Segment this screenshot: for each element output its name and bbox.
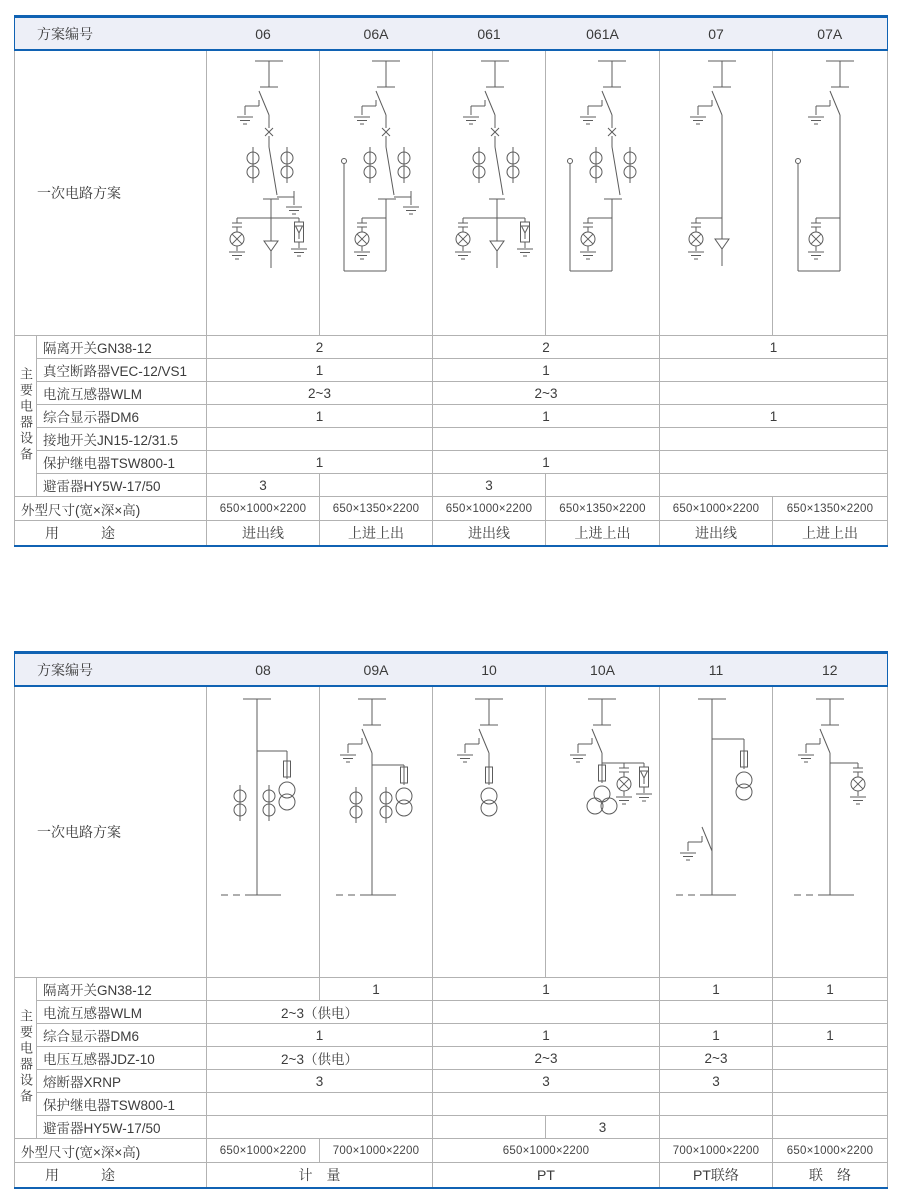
usage-value: 计 量 [207, 1163, 433, 1189]
usage-value: PT [433, 1163, 660, 1189]
circuit-diagram-08 [207, 687, 320, 977]
equipment-value: 1 [660, 336, 888, 359]
dimension-value: 650×1000×2200 [207, 1139, 320, 1163]
circuit-cell-10 [433, 686, 546, 978]
scheme-number: 06A [320, 17, 433, 51]
equipment-value: 2 [207, 336, 433, 359]
equipment-value [433, 428, 660, 451]
equipment-value [660, 451, 888, 474]
dimension-value: 650×1000×2200 [433, 497, 546, 521]
usage-value: 进出线 [207, 521, 320, 547]
scheme-number: 10A [546, 653, 660, 687]
table-row [15, 1116, 888, 1139]
equipment-value [207, 1116, 433, 1139]
equipment-value [207, 978, 320, 1001]
table-row [15, 474, 888, 497]
equipment-value: 3 [433, 1070, 660, 1093]
table-row [15, 653, 888, 687]
table-row [15, 521, 888, 547]
usage-value: 进出线 [660, 521, 773, 547]
table-row [15, 50, 888, 336]
circuit-cell-06 [207, 50, 320, 336]
scheme-number: 09A [320, 653, 433, 687]
table-row [15, 336, 888, 359]
dimension-value: 650×1350×2200 [773, 497, 888, 521]
equipment-value [773, 1047, 888, 1070]
equipment-label: 避雷器HY5W-17/50 [37, 1116, 207, 1139]
equipment-label: 保护继电器TSW800-1 [37, 1093, 207, 1116]
scheme-number: 10 [433, 653, 546, 687]
circuit-diagram-09A [320, 687, 433, 977]
equipment-value: 2~3 [433, 382, 660, 405]
equipment-label: 避雷器HY5W-17/50 [37, 474, 207, 497]
table-row [15, 497, 888, 521]
table-row [15, 686, 888, 978]
equipment-label: 保护继电器TSW800-1 [37, 451, 207, 474]
primary-circuit-label: 一次电路方案 [15, 686, 207, 978]
equipment-value: 3 [546, 1116, 660, 1139]
scheme-number: 07A [773, 17, 888, 51]
table-row [15, 359, 888, 382]
table-row [15, 1093, 888, 1116]
circuit-cell-12 [773, 686, 888, 978]
equipment-value [320, 474, 433, 497]
equipment-value [660, 382, 888, 405]
usage-value: 上进上出 [773, 521, 888, 547]
circuit-cell-07 [660, 50, 773, 336]
usage-value: 进出线 [433, 521, 546, 547]
table-row [15, 1139, 888, 1163]
usage-value: PT联络 [660, 1163, 773, 1189]
primary-circuit-label: 一次电路方案 [15, 50, 207, 336]
equipment-value: 1 [660, 405, 888, 428]
scheme-number: 061 [433, 17, 546, 51]
equipment-label: 真空断路器VEC-12/VS1 [37, 359, 207, 382]
equipment-value [660, 359, 888, 382]
circuit-cell-06A [320, 50, 433, 336]
equipment-label: 接地开关JN15-12/31.5 [37, 428, 207, 451]
circuit-cell-061 [433, 50, 546, 336]
equipment-value [773, 1001, 888, 1024]
equipment-value: 3 [660, 1070, 773, 1093]
equipment-label: 隔离开关GN38-12 [37, 978, 207, 1001]
equipment-value: 1 [433, 359, 660, 382]
equipment-group-label-text: 主要电器设备 [18, 1008, 33, 1105]
equipment-value: 1 [433, 405, 660, 428]
equipment-value [773, 1116, 888, 1139]
circuit-cell-10A [546, 686, 660, 978]
table-row [15, 1001, 888, 1024]
dimensions-label: 外型尺寸(宽×深×高) [15, 497, 207, 521]
equipment-label: 电流互感器WLM [37, 1001, 207, 1024]
equipment-label: 综合显示器DM6 [37, 405, 207, 428]
equipment-value: 3 [207, 1070, 433, 1093]
circuit-cell-09A [320, 686, 433, 978]
equipment-value: 1 [660, 978, 773, 1001]
equipment-value: 2~3 [433, 1047, 660, 1070]
dimension-value: 650×1000×2200 [433, 1139, 660, 1163]
scheme-number: 11 [660, 653, 773, 687]
equipment-value: 1 [773, 978, 888, 1001]
table-row [15, 451, 888, 474]
equipment-label: 电压互感器JDZ-10 [37, 1047, 207, 1070]
equipment-group-label [15, 978, 37, 1139]
equipment-value [660, 1093, 773, 1116]
equipment-value: 3 [207, 474, 320, 497]
table-row [15, 1163, 888, 1189]
circuit-cell-11 [660, 686, 773, 978]
equipment-value: 1 [660, 1024, 773, 1047]
circuit-diagram-10 [433, 687, 546, 977]
equipment-value: 1 [207, 359, 433, 382]
dimension-value: 700×1000×2200 [660, 1139, 773, 1163]
circuit-diagram-07 [660, 51, 773, 335]
equipment-label: 熔断器XRNP [37, 1070, 207, 1093]
circuit-diagram-061A [546, 51, 659, 335]
equipment-value: 1 [773, 1024, 888, 1047]
equipment-value [546, 474, 660, 497]
dimension-value: 700×1000×2200 [320, 1139, 433, 1163]
table-row [15, 428, 888, 451]
equipment-value [207, 1093, 433, 1116]
circuit-cell-07A [773, 50, 888, 336]
equipment-value: 1 [433, 1024, 660, 1047]
equipment-value: 1 [207, 451, 433, 474]
equipment-value: 1 [320, 978, 433, 1001]
table-row [15, 1047, 888, 1070]
equipment-value: 3 [433, 474, 546, 497]
scheme-number: 12 [773, 653, 888, 687]
circuit-cell-061A [546, 50, 660, 336]
equipment-value: 2 [433, 336, 660, 359]
equipment-label: 电流互感器WLM [37, 382, 207, 405]
equipment-value: 2~3 [207, 382, 433, 405]
usage-value: 上进上出 [546, 521, 660, 547]
table-row [15, 1024, 888, 1047]
dimension-value: 650×1000×2200 [207, 497, 320, 521]
equipment-value [433, 1116, 546, 1139]
circuit-diagram-10A [546, 687, 659, 977]
circuit-diagram-07A [774, 51, 887, 335]
dimension-value: 650×1000×2200 [773, 1139, 888, 1163]
scheme-number: 08 [207, 653, 320, 687]
equipment-group-label-text: 主要电器设备 [18, 366, 33, 463]
circuit-diagram-12 [774, 687, 887, 977]
equipment-value [207, 428, 433, 451]
dimension-value: 650×1350×2200 [320, 497, 433, 521]
circuit-cell-08 [207, 686, 320, 978]
scheme-number: 07 [660, 17, 773, 51]
circuit-diagram-06A [320, 51, 433, 335]
equipment-value [773, 1070, 888, 1093]
equipment-value [660, 1001, 773, 1024]
circuit-diagram-06 [207, 51, 320, 335]
equipment-value [433, 1093, 660, 1116]
scheme-number: 061A [546, 17, 660, 51]
dimension-value: 650×1000×2200 [660, 497, 773, 521]
dimensions-label: 外型尺寸(宽×深×高) [15, 1139, 207, 1163]
usage-label: 用 途 [15, 1163, 207, 1189]
equipment-group-label [15, 336, 37, 497]
scheme-table-1 [14, 15, 888, 547]
equipment-value [660, 1116, 773, 1139]
circuit-diagram-11 [660, 687, 773, 977]
equipment-value [773, 1093, 888, 1116]
equipment-value [433, 1001, 660, 1024]
scheme-header-label: 方案编号 [15, 653, 207, 687]
dimension-value: 650×1350×2200 [546, 497, 660, 521]
equipment-value: 1 [207, 405, 433, 428]
equipment-label: 综合显示器DM6 [37, 1024, 207, 1047]
table-row [15, 978, 888, 1001]
scheme-header-label: 方案编号 [15, 17, 207, 51]
equipment-value: 1 [207, 1024, 433, 1047]
table-row [15, 405, 888, 428]
equipment-value: 2~3（供电） [207, 1001, 433, 1024]
table-row [15, 17, 888, 51]
usage-label: 用 途 [15, 521, 207, 547]
equipment-value: 2~3 [660, 1047, 773, 1070]
equipment-value: 1 [433, 451, 660, 474]
table-row [15, 382, 888, 405]
equipment-value [660, 474, 888, 497]
equipment-value [660, 428, 888, 451]
equipment-label: 隔离开关GN38-12 [37, 336, 207, 359]
equipment-value: 2~3（供电） [207, 1047, 433, 1070]
circuit-diagram-061 [433, 51, 546, 335]
equipment-value: 1 [433, 978, 660, 1001]
scheme-number: 06 [207, 17, 320, 51]
usage-value: 上进上出 [320, 521, 433, 547]
usage-value: 联 络 [773, 1163, 888, 1189]
scheme-table-2 [14, 651, 888, 1189]
table-row [15, 1070, 888, 1093]
